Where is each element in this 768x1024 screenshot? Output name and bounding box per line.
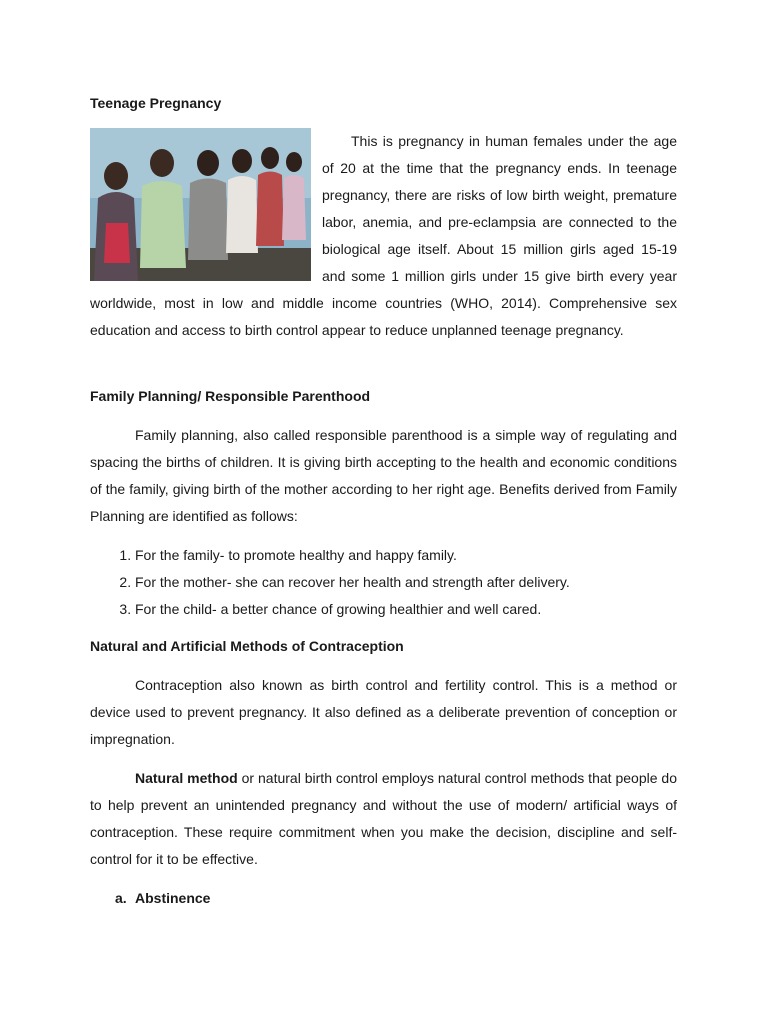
photo-spacer xyxy=(90,128,322,290)
family-planning-paragraph: Family planning, also called responsible parenthood is a simple way of regulating and spacing the births of children. It is giving birth accepting to the health and economic conditions of the family, giving birth of the mother according to her right age. Benefits derived from Family Planning are identified as follows: xyxy=(90,427,677,524)
natural-method-text: or natural birth control employs natural control methods that people do to help prevent an unintended pregnancy and without the use of modern/ artificial ways of contraception. These require commitment when you make the decision, discipline and self-control for it to be effective. xyxy=(90,770,677,867)
natural-method-term: Natural method xyxy=(135,770,238,786)
heading-teenage-pregnancy: Teenage Pregnancy xyxy=(90,95,222,111)
heading-family-planning: Family Planning/ Responsible Parenthood xyxy=(90,388,371,404)
benefits-list xyxy=(90,542,677,623)
list-item: 3. For the child- a better chance of growing healthier and well cared. xyxy=(135,596,677,623)
teen-pregnancy-paragraph xyxy=(90,128,677,344)
contraception-paragraph: Contraception also known as birth control and fertility control. This is a method or device used to prevent pregnancy. It also defined as a deliberate prevention of conception or impregnation. xyxy=(90,677,677,747)
subheading-abstinence xyxy=(115,890,210,906)
list-item: 1. For the family- to promote healthy and happy family. xyxy=(135,542,677,569)
list-item: 2. For the mother- she can recover her health and strength after delivery. xyxy=(135,569,677,596)
teen-pregnancy-text: This is pregnancy in human females under the age of 20 at the time that the pregnancy ends. In teenage pregnancy, there are risks of low birth weight, premature labor, anemia, and pre-eclampsia are connected to the biological age itself. About 15 million girls aged 15-19 and some 1 million girls under 15 give birth every year worldwide, most in low and middle income countries (WHO, 2014). Comprehensive sex education and access to birth control appear to reduce unplanned teenage pregnancy. xyxy=(90,133,677,338)
subheading-marker: a. xyxy=(115,890,127,906)
subheading-label: Abstinence xyxy=(135,890,211,906)
heading-contraception-methods: Natural and Artificial Methods of Contraception xyxy=(90,638,404,654)
natural-method-paragraph xyxy=(90,765,677,873)
